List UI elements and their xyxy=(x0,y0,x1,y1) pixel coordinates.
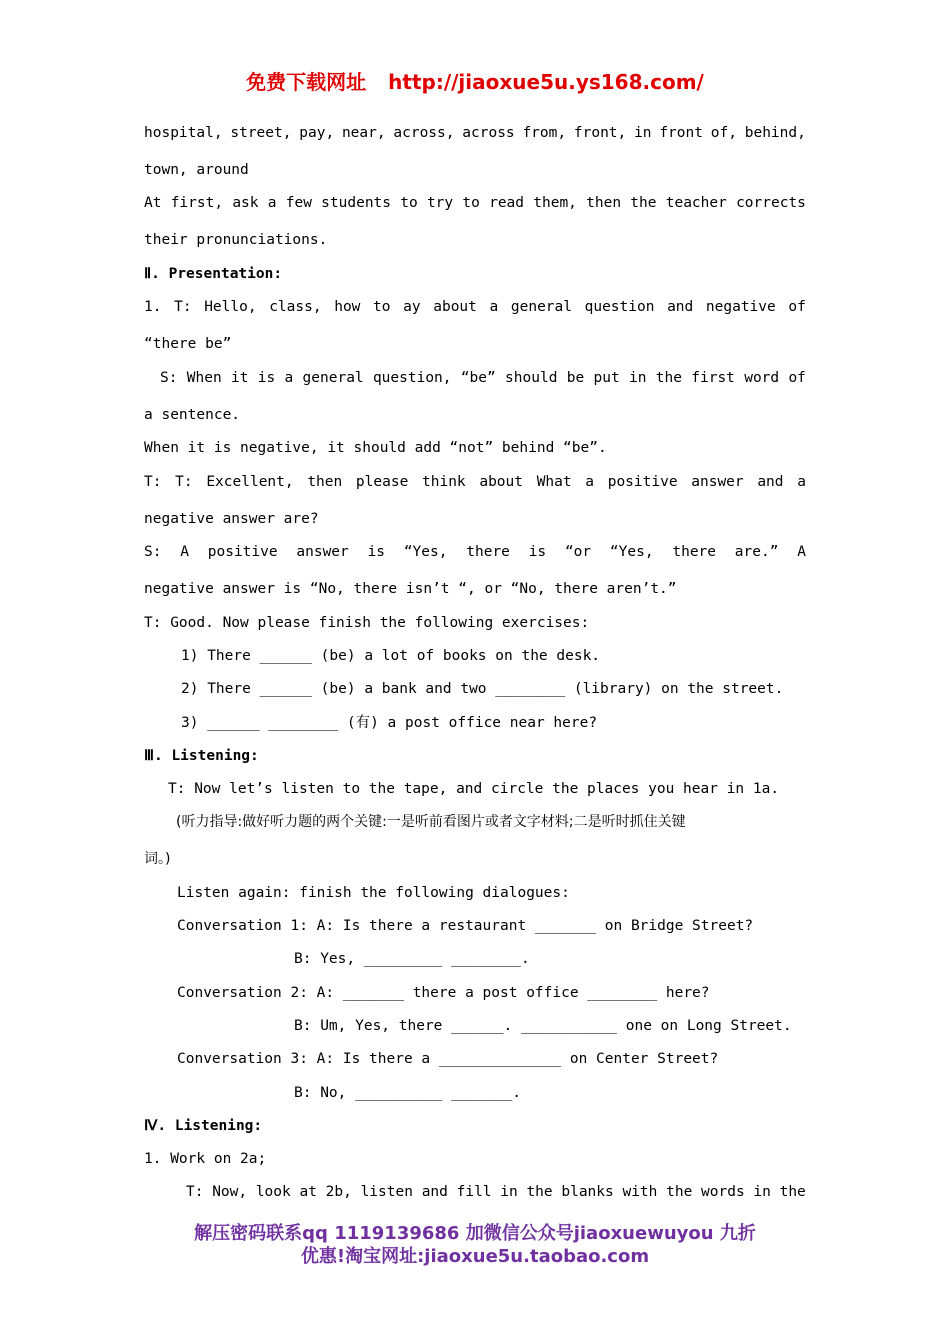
text-line-3: At first, ask a few students to try to read them, then the teacher corrects xyxy=(144,195,806,211)
text-line-31: 1. Work on 2a; xyxy=(144,1151,267,1167)
section-heading-presentation: Ⅱ. Presentation: xyxy=(144,266,283,282)
footer-line-2: 优惠!淘宝网址:jiaoxue5u.taobao.com xyxy=(300,1246,650,1267)
text-line-1: hospital, street, pay, near, across, across from, front, in front of, behind, xyxy=(144,125,806,141)
conversation-1-b: B: Yes, _________ ________. xyxy=(294,951,530,967)
page-header xyxy=(0,66,950,95)
text-line-15: T: Good. Now please finish the following exercises: xyxy=(144,615,590,631)
conversation-2-b: B: Um, Yes, there ______. ___________ one on Long Street. xyxy=(294,1018,792,1034)
section-heading-listening-3: Ⅲ. Listening: xyxy=(144,748,259,764)
footer-line-1: 解压密码联系qq 1119139686 加微信公众号jiaoxuewuyou 九折 xyxy=(194,1223,756,1244)
text-line-9: a sentence. xyxy=(144,407,241,423)
text-line-12: negative answer are? xyxy=(144,511,319,527)
section-heading-listening-4: Ⅳ. Listening: xyxy=(144,1118,263,1134)
text-line-8: S: When it is a general question, “be” should be put in the first word of xyxy=(160,370,806,386)
text-line-23: Listen again: finish the following dialogues: xyxy=(177,885,570,901)
conversation-3-a: Conversation 3: A: Is there a ______________ on Center Street? xyxy=(177,1051,719,1067)
text-line-21: (听力指导:做好听力题的两个关键:一是听前看图片或者文字材料;二是听时抓住关键 xyxy=(176,814,686,830)
text-line-2: town, around xyxy=(144,162,249,178)
text-line-7: “there be” xyxy=(144,336,232,352)
header-url[interactable]: http://jiaoxue5u.ys168.com/ xyxy=(388,70,704,94)
text-line-32: T: Now, look at 2b, listen and fill in the blanks with the words in the xyxy=(186,1184,806,1200)
text-line-6: 1. T: Hello, class, how to ay about a general question and negative of xyxy=(144,299,806,315)
conversation-2-a: Conversation 2: A: _______ there a post office ________ here? xyxy=(177,985,710,1001)
conversation-1-a: Conversation 1: A: Is there a restaurant _______ on Bridge Street? xyxy=(177,918,754,934)
text-line-4: their pronunciations. xyxy=(144,232,328,248)
text-line-10: When it is negative, it should add “not” behind “be”. xyxy=(144,440,607,456)
text-line-13: S: A positive answer is “Yes, there is “or “Yes, there are.” A xyxy=(144,544,806,560)
exercise-item-3: 3) ______ ________ (有) a post office near here? xyxy=(181,715,598,731)
text-line-14: negative answer is “No, there isn’t “, or “No, there aren’t.” xyxy=(144,581,677,597)
exercise-item-2: 2) There ______ (be) a bank and two ________ (library) on the street. xyxy=(181,681,784,697)
exercise-item-1: 1) There ______ (be) a lot of books on the desk. xyxy=(181,648,601,664)
text-line-20: T: Now let’s listen to the tape, and circle the places you hear in 1a. xyxy=(168,781,780,797)
conversation-3-b: B: No, __________ _______. xyxy=(294,1085,521,1101)
text-line-11: T: T: Excellent, then please think about What a positive answer and a xyxy=(144,474,806,490)
header-title: 免费下载网址 xyxy=(246,70,367,94)
text-line-22: 词。) xyxy=(144,851,171,867)
